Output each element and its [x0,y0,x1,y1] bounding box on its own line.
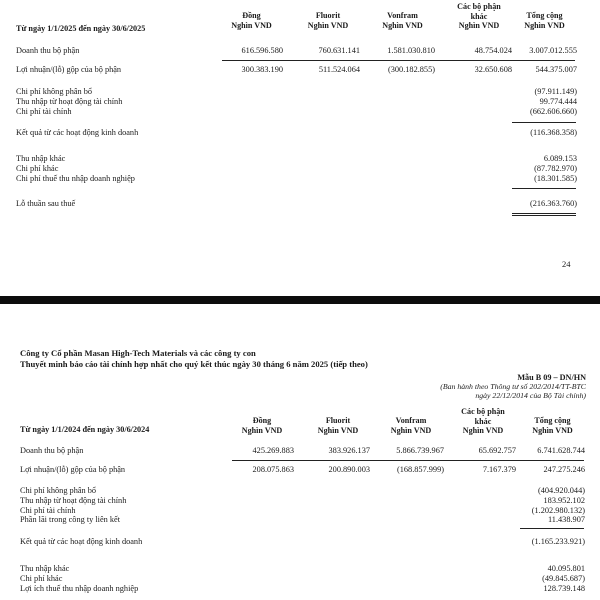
col-header-total [512,11,577,30]
cell-value: (216.363.760) [529,199,577,208]
col-header-vonfram-unit: Nghìn VND [382,20,423,30]
row-label: Thu nhập từ hoạt động tài chính [16,97,123,106]
col-header-total-unit: Nghìn VND [532,425,573,435]
cell-value: 200.890.003 [328,465,370,474]
row-label: Chi phí khác [20,574,63,583]
subtotal-rule [232,460,584,461]
cell-value: 99.774.444 [539,97,577,106]
row-label: Kết quả từ các hoạt động kinh doanh [16,128,139,137]
col-header-other-name-2: khác [474,416,492,426]
col-header-dong-name: Đồng [252,416,272,425]
cell-value: 65.692.757 [478,446,516,455]
cell-value: (49.845.687) [542,574,585,583]
col-header-fluorit-unit: Nghìn VND [317,425,359,435]
col-header-total-unit: Nghìn VND [524,20,565,30]
col-header-other-name-2: khác [470,11,488,21]
row-label: Doanh thu bộ phận [16,46,80,55]
cell-value: 616.596.580 [241,46,283,55]
col-header-other-name: Các bộ phận [461,407,505,416]
cell-value: (168.857.999) [396,465,444,474]
cell-value: 3.007.012.555 [529,46,577,55]
col-header-total [520,416,585,435]
cell-value: 32.650.608 [474,65,512,74]
col-header-other-unit: Nghìn VND [458,21,500,30]
subtotal-rule [512,122,576,123]
cell-value: (300.182.855) [387,65,435,74]
row-label: Phần lãi trong công ty liên kết [20,515,121,524]
subtotal-rule [520,528,584,529]
cell-value: 1.581.030.810 [387,46,435,55]
cell-value: 760.631.141 [318,46,360,55]
col-header-fluorit-name: Fluorit [325,416,351,425]
cell-value: 383.926.137 [328,446,370,455]
row-label: Chi phí tài chính [16,107,72,116]
cell-value: (97.911.149) [534,87,577,96]
row-label: Lợi ích thuế thu nhập doanh nghiệp [20,584,139,593]
row-label: Doanh thu bộ phận [20,446,84,455]
col-header-other-unit: Nghìn VND [462,426,504,435]
form-code: Mẫu B 09 – DN/HN [517,373,586,382]
col-header-other [446,2,512,31]
company-title: Công ty Cổ phần Masan High-Tech Materials và các công ty con [20,348,256,358]
cell-value: 208.075.863 [252,465,294,474]
row-label: Chi phí tài chính [20,506,76,515]
page-divider [0,296,600,304]
row-label: Lợi nhuận/(lỗ) gộp của bộ phận [16,65,122,74]
col-header-fluorit-unit: Nghìn VND [307,20,349,30]
period-label: Từ ngày 1/1/2024 đến ngày 30/6/2024 [20,425,150,434]
col-header-fluorit-name: Fluorit [315,11,341,20]
period-label: Từ ngày 1/1/2025 đến ngày 30/6/2025 [16,24,146,33]
cell-value: 7.167.379 [482,465,516,474]
cell-value: (404.920.044) [537,486,585,495]
col-header-vonfram-name: Vonfram [395,416,427,425]
col-header-dong-unit: Nghìn VND [241,425,283,435]
col-header-fluorit [296,11,360,30]
row-label: Chi phí không phân bổ [16,87,93,96]
col-header-vonfram-name: Vonfram [387,11,418,20]
cell-value: (1.202.980.132) [531,506,585,515]
cell-value: (662.606.660) [529,107,577,116]
col-header-fluorit [306,416,370,435]
statement-page-top [0,0,600,296]
cell-value: 300.383.190 [241,65,283,74]
notes-subtitle: Thuyết minh báo cáo tài chính hợp nhất cho quý kết thúc ngày 30 tháng 6 năm 2025 (tiếp theo) [20,359,368,369]
subtotal-rule [222,60,575,61]
cell-value: 48.754.024 [474,46,512,55]
cell-value: (1.165.233.921) [531,537,585,546]
total-double-rule [512,215,576,216]
col-header-dong-unit: Nghìn VND [231,20,272,30]
col-header-total-name: Tổng cộng [534,416,571,425]
cell-value: 128.739.148 [543,584,585,593]
row-label: Lợi nhuận/(lỗ) gộp của bộ phận [20,465,126,474]
col-header-vonfram-unit: Nghìn VND [390,425,432,435]
issued-date-line: ngày 22/12/2014 của Bộ Tài chính) [475,391,586,400]
col-header-other-name: Các bộ phận [457,2,501,11]
cell-value: (87.782.970) [534,164,577,173]
cell-value: 511.524.064 [318,65,360,74]
issued-by-line: (Ban hành theo Thông tư số 202/2014/TT-BTC [440,382,586,391]
cell-value: 40.095.801 [547,564,585,573]
col-header-other [450,407,516,436]
cell-value: (18.301.585) [534,174,577,183]
subtotal-rule [512,188,576,189]
row-label: Kết quả từ các hoạt động kinh doanh [20,537,143,546]
cell-value: 425.269.883 [252,446,294,455]
cell-value: 6.089.153 [543,154,577,163]
row-label: Lỗ thuần sau thuế [16,199,76,208]
col-header-vonfram [378,416,444,435]
row-label: Thu nhập từ hoạt động tài chính [20,496,127,505]
row-label: Thu nhập khác [20,564,70,573]
row-label: Thu nhập khác [16,154,66,163]
col-header-dong [230,416,294,435]
page-number: 24 [562,259,571,269]
statement-page-bottom [0,304,600,600]
cell-value: 6.741.628.744 [537,446,585,455]
cell-value: (116.368.358) [530,128,577,137]
cell-value: 183.952.102 [543,496,585,505]
col-header-total-name: Tổng cộng [526,11,563,20]
col-header-dong [220,11,283,30]
total-double-rule [512,213,576,214]
cell-value: 5.866.739.967 [396,446,444,455]
cell-value: 544.375.007 [535,65,577,74]
row-label: Chi phí không phân bổ [20,486,97,495]
row-label: Chi phí khác [16,164,59,173]
col-header-dong-name: Đồng [242,11,261,20]
cell-value: 247.275.246 [543,465,585,474]
col-header-vonfram [370,11,435,30]
row-label: Chi phí thuế thu nhập doanh nghiệp [16,174,135,183]
cell-value: 11.438.907 [547,515,585,524]
